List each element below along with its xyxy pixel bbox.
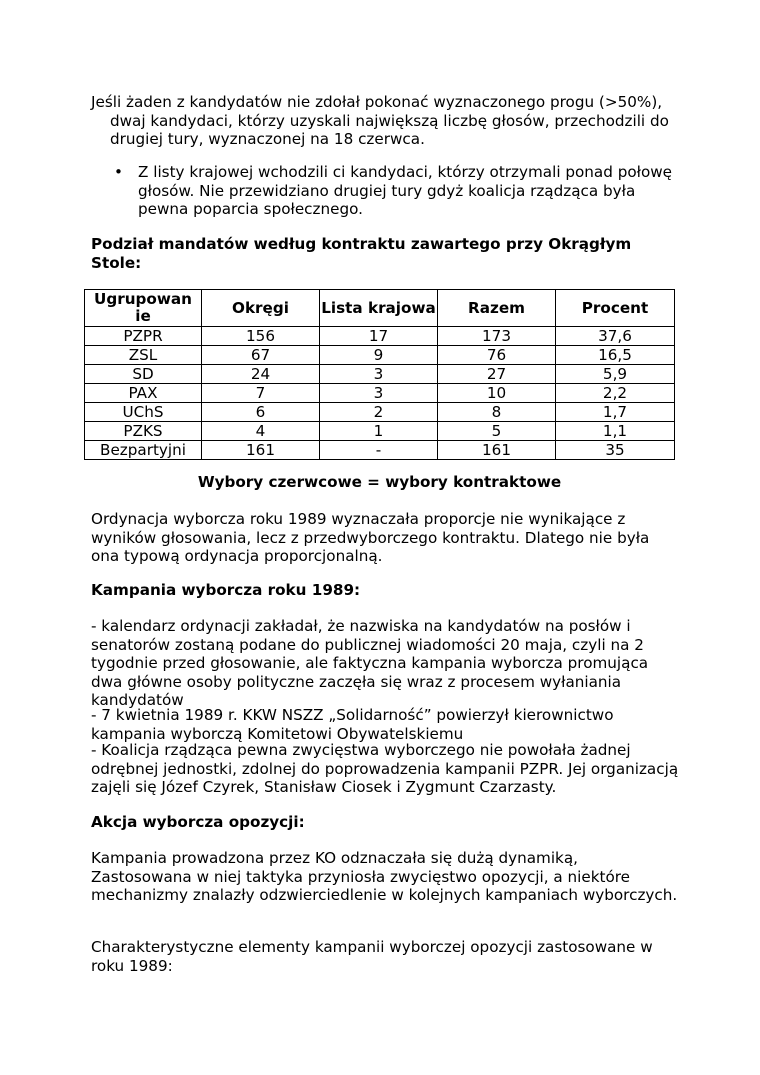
- table-row: [85, 384, 675, 403]
- table-cell: 24: [202, 365, 320, 384]
- table-header-row: [85, 290, 675, 327]
- table-cell: 10: [438, 384, 556, 403]
- table-cell: 1,1: [556, 422, 675, 441]
- table-cell: UChS: [85, 403, 202, 422]
- kampania-item: - kalendarz ordynacji zakładał, że nazwiska na kandydatów na posłów i senatorów zostaną podane do publicznej wiadomości 20 maja, czyli na 2 tygodnie przed głosowanie, ale faktyczna kampania wyborcza promująca dwa główne osoby polityczne zaczęła się wraz z procesem wyłaniania kandydatów: [91, 617, 649, 710]
- header-cell: Ugrupowan ie: [85, 290, 202, 327]
- table-cell: PZPR: [85, 327, 202, 346]
- table-cell: 35: [556, 441, 675, 460]
- table-row: [85, 422, 675, 441]
- bullet-dot-icon: •: [114, 163, 123, 181]
- header-cell: Lista krajowa: [320, 290, 438, 327]
- table-row: [85, 403, 675, 422]
- table-row: [85, 327, 675, 346]
- table-cell: 173: [438, 327, 556, 346]
- table-cell: 2,2: [556, 384, 675, 403]
- elementy-paragraph: Charakterystyczne elementy kampanii wyborczej opozycji zastosowane w roku 1989:: [91, 938, 653, 975]
- table-cell: 76: [438, 346, 556, 365]
- table-cell: 9: [320, 346, 438, 365]
- table-cell: 161: [438, 441, 556, 460]
- header-cell: Procent: [556, 290, 675, 327]
- table-cell: 5: [438, 422, 556, 441]
- table-cell: 37,6: [556, 327, 675, 346]
- table-cell: 67: [202, 346, 320, 365]
- table-cell: 6: [202, 403, 320, 422]
- kampania-item: - 7 kwietnia 1989 r. KKW NSZZ „Solidarność” powierzył kierownictwo kampania wyborczą Komitetowi Obywatelskiemu: [91, 706, 614, 743]
- table-cell: 8: [438, 403, 556, 422]
- table-cell: PAX: [85, 384, 202, 403]
- table-cell: 27: [438, 365, 556, 384]
- intro-paragraph: Jeśli żaden z kandydatów nie zdołał pokonać wyznaczonego progu (>50%), dwaj kandydaci, którzy uzyskali największą liczbę głosów, przechodzili do drugiej tury, wyznaczonej na 18 czerwca.: [91, 93, 669, 149]
- table-cell: Bezpartyjni: [85, 441, 202, 460]
- section-title: Wybory czerwcowe = wybory kontraktowe: [197, 473, 562, 491]
- table-cell: SD: [85, 365, 202, 384]
- table-cell: 156: [202, 327, 320, 346]
- table-heading: Podział mandatów według kontraktu zawartego przy Okrągłym Stole:: [91, 235, 632, 272]
- table-cell: 2: [320, 403, 438, 422]
- table-cell: 3: [320, 365, 438, 384]
- table-cell: 1: [320, 422, 438, 441]
- table-cell: 1,7: [556, 403, 675, 422]
- table-cell: 4: [202, 422, 320, 441]
- table-cell: 7: [202, 384, 320, 403]
- bullet-text: Z listy krajowej wchodzili ci kandydaci, którzy otrzymali ponad połowę głosów. Nie przewidziano drugiej tury gdyż koalicja rządząca była pewna poparcia społecznego.: [138, 163, 673, 219]
- table-row: [85, 365, 675, 384]
- table-cell: -: [320, 441, 438, 460]
- table-cell: PZKS: [85, 422, 202, 441]
- table-row: [85, 441, 675, 460]
- table-cell: 161: [202, 441, 320, 460]
- akcja-paragraph: Kampania prowadzona przez KO odznaczała się dużą dynamiką, Zastosowana w niej taktyka przyniosła zwycięstwo opozycji, a niektóre mechanizmy znalazły odzwierciedlenie w kolejnych kampaniach wyborczych.: [91, 849, 678, 905]
- header-cell: Razem: [438, 290, 556, 327]
- table-cell: 3: [320, 384, 438, 403]
- kampania-heading: Kampania wyborcza roku 1989:: [91, 581, 361, 599]
- table-cell: ZSL: [85, 346, 202, 365]
- table-cell: 17: [320, 327, 438, 346]
- table-cell: 5,9: [556, 365, 675, 384]
- table-cell: 16,5: [556, 346, 675, 365]
- kampania-item: - Koalicja rządząca pewna zwycięstwa wyborczego nie powołała żadnej odrębnej jednostki, zdolnej do poprowadzenia kampanii PZPR. Jej organizacją zajęli się Józef Czyrek, Stanisław Ciosek i Zygmunt Czarzasty.: [91, 741, 679, 797]
- mandates-table: [84, 289, 675, 460]
- header-cell: Okręgi: [202, 290, 320, 327]
- table-row: [85, 346, 675, 365]
- akcja-heading: Akcja wyborcza opozycji:: [91, 813, 305, 831]
- ordynacja-paragraph: Ordynacja wyborcza roku 1989 wyznaczała proporcje nie wynikające z wyników głosowania, lecz z przedwyborczego kontraktu. Dlatego nie była ona typową ordynacja proporcjonalną.: [91, 510, 650, 566]
